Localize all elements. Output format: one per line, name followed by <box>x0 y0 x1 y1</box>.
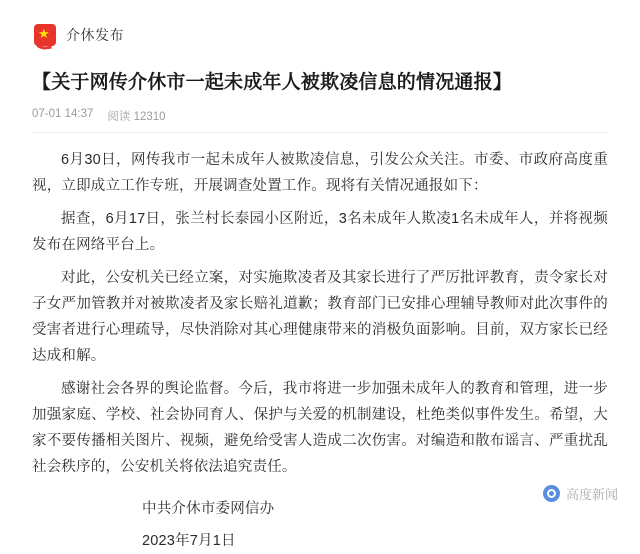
read-count: 阅读 12310 <box>107 111 166 123</box>
watermark-label: 高度新闻 <box>565 487 618 502</box>
signature-date: 2023年7月1日 <box>142 533 236 549</box>
article-signature <box>142 496 608 554</box>
publisher-logo-icon <box>32 22 58 48</box>
publisher-name[interactable]: 介休发布 <box>66 27 124 43</box>
article-body <box>32 147 608 554</box>
signature-org: 中共介休市委网信办 <box>142 501 275 517</box>
logo-swoosh <box>31 34 52 51</box>
article-meta <box>32 108 608 124</box>
paragraph: 感谢社会各界的舆论监督。今后，我市将进一步加强未成年人的教育和管理，进一步加强家庭、学校、社会协同育人、保护与关爱的机制建设，杜绝类似事件发生。希望，大家不要传播相关图片、视频，避免给受害人造成二次伤害。对编造和散布谣言、严重扰乱社会秩序的，公安机关将依法追究责任。 <box>32 381 608 475</box>
page-title: 【关于网传介休市一起未成年人被欺凌信息的情况通报】 <box>32 72 513 93</box>
star-icon: ★ <box>38 26 50 41</box>
publisher-header[interactable] <box>32 0 608 58</box>
watermark <box>543 484 618 503</box>
publish-date: 07-01 14:37 <box>32 108 94 120</box>
paragraph: 对此，公安机关已经立案，对实施欺凌者及其家长进行了严厉批评教育，责令家长对子女严加管教并对被欺凌者及家长赔礼道歉；教育部门已安排心理辅导教师对此次事件的受害者进行心理疏导，尽快消除对其心理健康带来的消极负面影响。目前，双方家长已经达成和解。 <box>32 270 608 364</box>
meta-divider <box>32 132 608 133</box>
circle-logo-icon <box>543 485 560 502</box>
paragraph: 6月30日，网传我市一起未成年人被欺凌信息，引发公众关注。市委、市政府高度重视，立即成立工作专班，开展调查处置工作。现将有关情况通报如下： <box>32 152 608 194</box>
paragraph: 据查，6月17日，张兰村长泰园小区附近，3名未成年人欺凌1名未成年人，并将视频发布在网络平台上。 <box>32 211 608 253</box>
